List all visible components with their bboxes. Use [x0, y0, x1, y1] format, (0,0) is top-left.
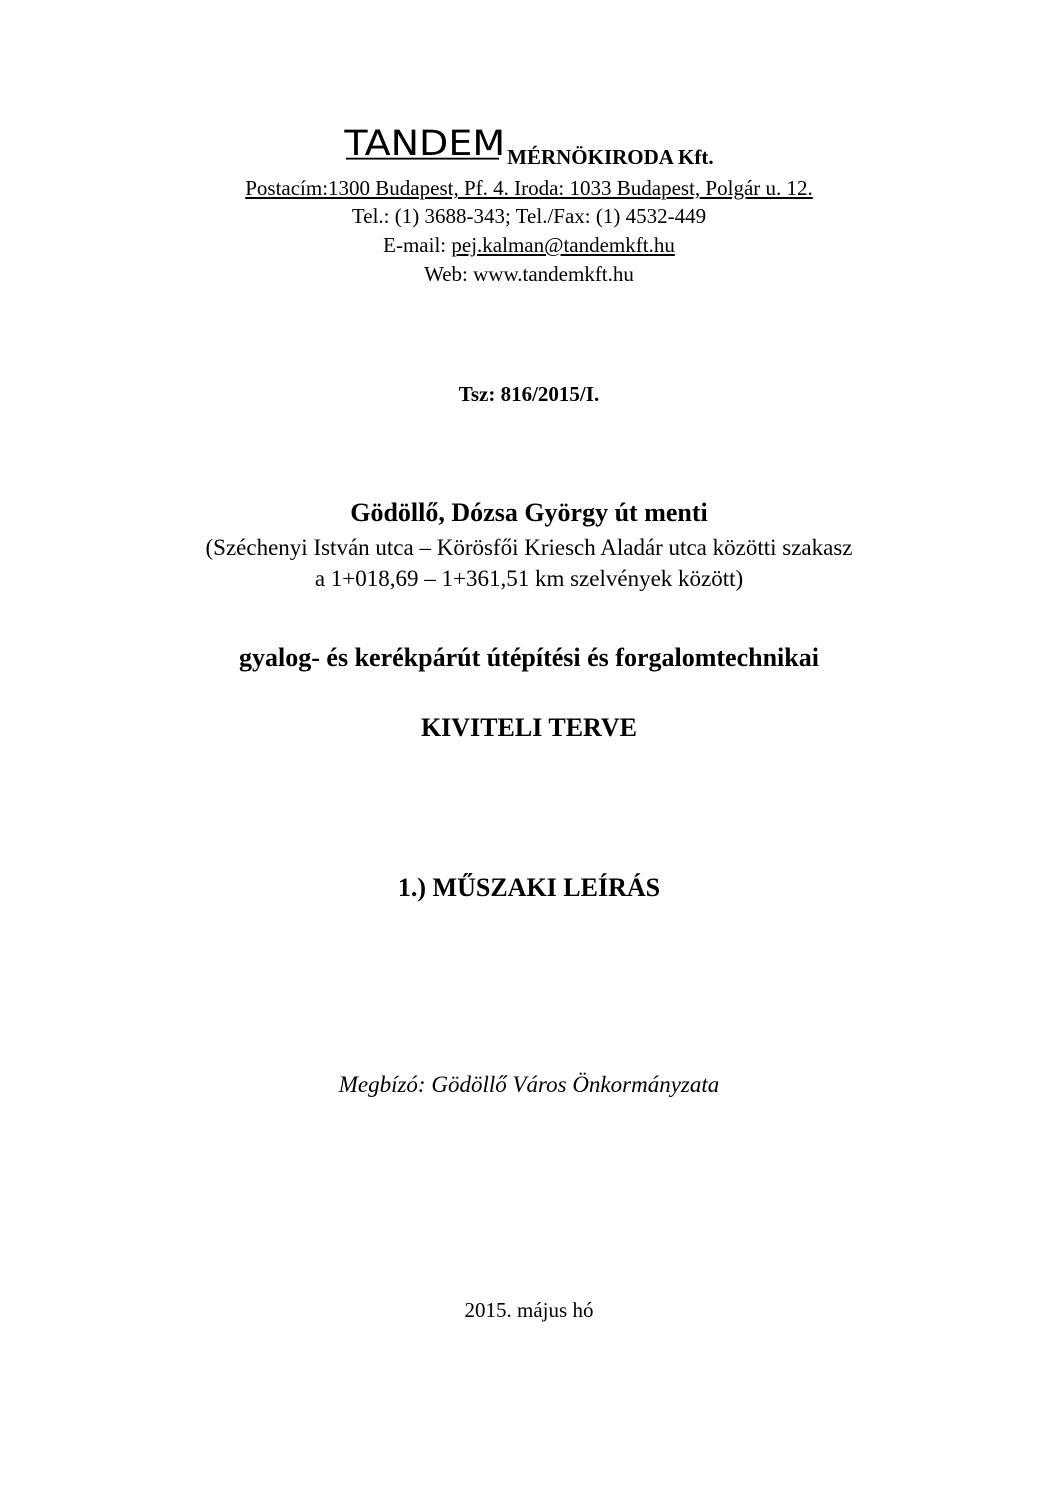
- document-date: 2015. május hó: [464, 1298, 594, 1322]
- company-email: [0, 233, 1058, 258]
- email-label: E-mail:: [383, 233, 452, 257]
- company-address: [0, 176, 1058, 201]
- reference-number: Tsz: 816/2015/I.: [458, 382, 600, 406]
- letterhead-header: [0, 122, 1058, 169]
- logo-text: TANDEM: [344, 122, 506, 164]
- document-title: Gödöllő, Dózsa György út menti: [350, 498, 708, 527]
- company-web: Web: www.tandemkft.hu: [424, 262, 634, 286]
- document-heading-line1: gyalog- és kerékpárút útépítési és forgalomtechnikai: [239, 643, 819, 672]
- company-logo: [344, 122, 506, 164]
- company-phone: Tel.: (1) 3688-343; Tel./Fax: (1) 4532-449: [351, 204, 707, 228]
- document-subtitle-line1: (Széchenyi István utca – Körösfői Kriesch Aladár utca közötti szakasz: [205, 535, 853, 560]
- email-link[interactable]: pej.kalman@tandemkft.hu: [451, 233, 675, 257]
- logo-underline: [346, 158, 499, 160]
- address-text: Postacím:1300 Budapest, Pf. 4. Iroda: 1033 Budapest, Polgár u. 12.: [245, 176, 813, 200]
- company-name: MÉRNÖKIRODA Kft.: [507, 145, 714, 169]
- document-heading-line2: KIVITELI TERVE: [420, 713, 638, 742]
- client-line: Megbízó: Gödöllő Város Önkormányzata: [338, 1072, 720, 1097]
- section-title: 1.) MŰSZAKI LEÍRÁS: [397, 873, 661, 902]
- document-subtitle-line2: a 1+018,69 – 1+361,51 km szelvények között): [314, 566, 744, 591]
